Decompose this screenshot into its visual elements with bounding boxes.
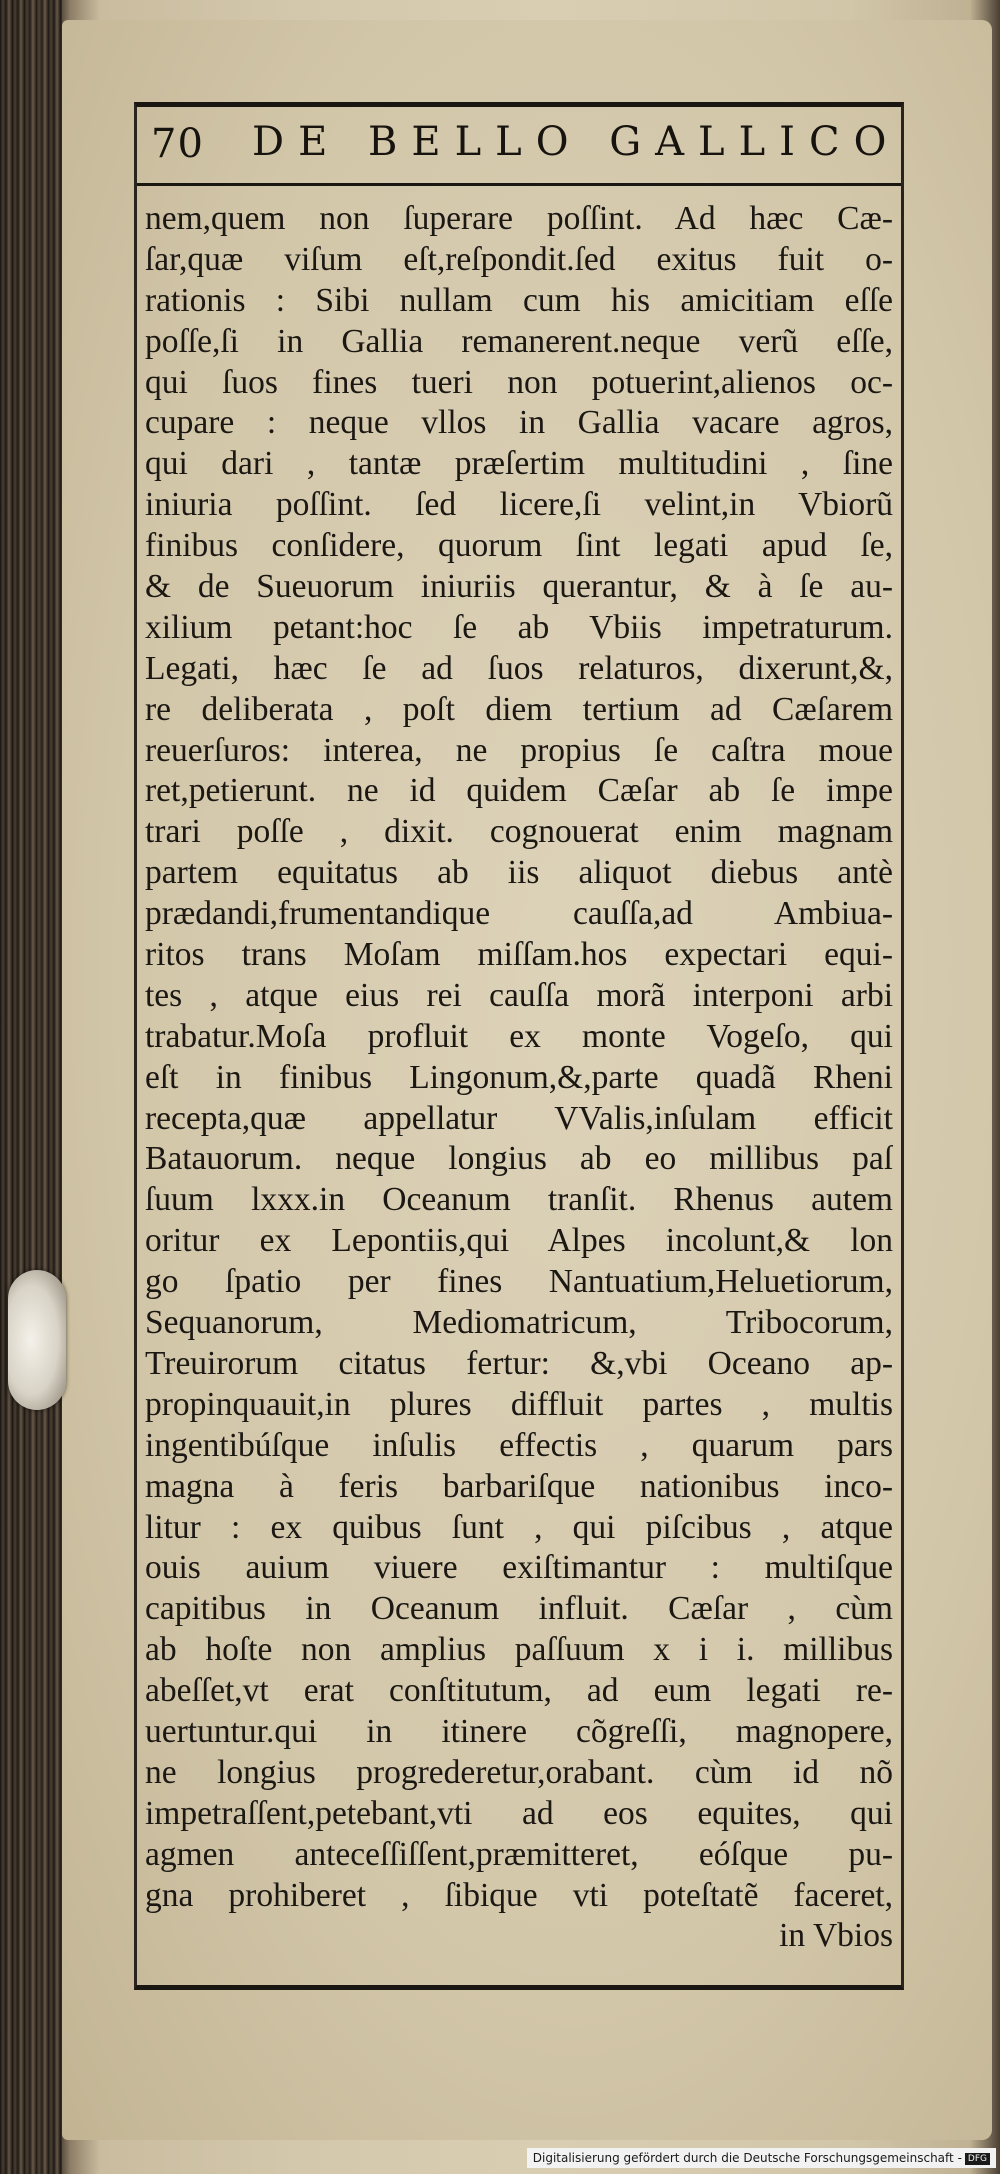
text-line: & de Sueuorum iniuriis querantur, & à ſe au- bbox=[145, 568, 893, 606]
text-line: propinquauit,in plures diffluit partes , multis bbox=[145, 1385, 893, 1423]
text-line: Treuirorum citatus fertur: &,vbi Oceano ap- bbox=[145, 1344, 893, 1382]
text-line: finibus conſidere, quorum ſint legati apud ſe, bbox=[145, 527, 893, 565]
text-line: tes , atque eius rei cauſſa morã interponi arbi bbox=[145, 976, 893, 1014]
text-line: rationis : Sibi nullam cum his amicitiam eſſe bbox=[145, 281, 893, 319]
text-line: trabatur.Moſa profluit ex monte Vogeſo, qui bbox=[145, 1017, 893, 1055]
text-line: ret,petierunt. ne id quidem Cæſar ab ſe impe bbox=[145, 772, 893, 810]
text-line: eſt in finibus Lingonum,&,parte quadã Rheni bbox=[145, 1058, 893, 1096]
text-line: qui dari , tantæ præſertim multitudini , ſine bbox=[145, 445, 893, 483]
text-line: re deliberata , poſt diem tertium ad Cæſarem bbox=[145, 690, 893, 728]
text-line: uertuntur.qui in itinere cõgreſſi, magnopere, bbox=[145, 1712, 893, 1750]
credit-text: Digitalisierung gefördert durch die Deutsche Forschungsgemeinschaft - bbox=[532, 2151, 962, 2165]
text-line: magna à feris barbariſque nationibus inco- bbox=[145, 1467, 893, 1505]
text-line: prædandi,frumentandique cauſſa,ad Ambiua- bbox=[145, 895, 893, 933]
text-line: Legati, hæc ſe ad ſuos relaturos, dixerunt,&, bbox=[145, 649, 893, 687]
text-line: qui ſuos fines tueri non potuerint,alienos oc- bbox=[145, 363, 893, 401]
text-line: ingentibúſque inſulis effectis , quarum pars bbox=[145, 1426, 893, 1464]
text-line: poſſe,ſi in Gallia remanerent.neque verũ eſſe, bbox=[145, 322, 893, 360]
text-frame bbox=[134, 102, 904, 1990]
text-line: litur : ex quibus ſunt , qui piſcibus , atque bbox=[145, 1508, 893, 1546]
text-line: Batauorum. neque longius ab eo millibus paſ bbox=[145, 1140, 893, 1178]
text-line: impetraſſent,petebant,vti ad eos equites, qui bbox=[145, 1794, 893, 1832]
text-line: go ſpatio per fines Nantuatium,Heluetiorum, bbox=[145, 1263, 893, 1301]
text-line: Sequanorum, Mediomatricum, Tribocorum, bbox=[145, 1304, 893, 1342]
text-line: xilium petant:hoc ſe ab Vbiis impetraturum. bbox=[145, 608, 893, 646]
body-text bbox=[145, 199, 893, 1957]
text-line: agmen anteceſſiſſent,præmitteret, eóſque pu- bbox=[145, 1835, 893, 1873]
clasp-strap bbox=[8, 1270, 66, 1410]
text-line: trari poſſe , dixit. cognouerat enim magnam bbox=[145, 813, 893, 851]
text-line: ſar,quæ viſum eſt,reſpondit.ſed exitus fuit o- bbox=[145, 240, 893, 278]
text-line: partem equitatus ab iis aliquot diebus antè bbox=[145, 854, 893, 892]
header-rule bbox=[137, 183, 901, 186]
text-line: oritur ex Lepontiis,qui Alpes incolunt,& lon bbox=[145, 1222, 893, 1260]
text-line: reuerſuros: interea, ne propius ſe caſtra moue bbox=[145, 731, 893, 769]
text-line: recepta,quæ appellatur VValis,inſulam efficit bbox=[145, 1099, 893, 1137]
text-line: ritos trans Moſam miſſam.hos expectari equi- bbox=[145, 936, 893, 974]
text-line: cupare : neque vllos in Gallia vacare agros, bbox=[145, 404, 893, 442]
running-head: DE BELLO GALLICO bbox=[252, 119, 901, 165]
text-line: ab hoſte non amplius paſſuum x i i. millibus bbox=[145, 1631, 893, 1669]
book-spine bbox=[0, 0, 62, 2174]
text-line: ſuum lxxx.in Oceanum tranſit. Rhenus autem bbox=[145, 1181, 893, 1219]
page-number: 70 bbox=[151, 121, 204, 167]
text-line: iniuria poſſint. ſed licere,ſi velint,in Vbiorũ bbox=[145, 486, 893, 524]
text-line: gna prohiberet , ſibique vti poteſtatẽ faceret, bbox=[145, 1876, 893, 1914]
text-line: nem,quem non ſuperare poſſint. Ad hæc Cæ- bbox=[145, 200, 893, 237]
text-line: abeſſet,vt erat conſtitutum, ad eum legati re- bbox=[145, 1672, 893, 1710]
paper-page bbox=[62, 20, 992, 2140]
text-line: ne longius progrederetur,orabant. cùm id nõ bbox=[145, 1753, 893, 1791]
text-line: capitibus in Oceanum influit. Cæſar , cùm bbox=[145, 1590, 893, 1628]
digitization-credit bbox=[527, 2148, 996, 2168]
dfg-logo: DFG bbox=[965, 2153, 990, 2165]
text-line: ouis auium viuere exiſtimantur : multiſque bbox=[145, 1549, 893, 1587]
catchword: in Vbios bbox=[779, 1917, 893, 1955]
